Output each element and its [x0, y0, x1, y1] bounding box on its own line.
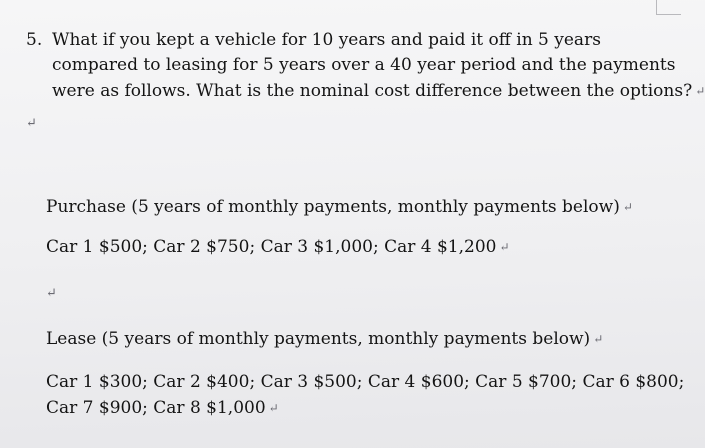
question-line-3-text: were as follows. What is the nominal cost difference between the options?: [52, 81, 693, 101]
return-mark-icon: ↵: [499, 240, 510, 254]
lease-values-line-1: Car 1 $300; Car 2 $400; Car 3 $500; Car 4 $600; Car 5 $700; Car 6 $800;: [46, 372, 685, 392]
return-mark-icon: ↵: [695, 84, 705, 98]
return-mark-icon: ↵: [26, 116, 37, 131]
return-mark-icon: ↵: [268, 401, 279, 415]
lease-heading: [46, 329, 603, 349]
question-number: 5.: [26, 30, 43, 50]
question-line-3: [52, 81, 705, 101]
return-mark-icon: ↵: [46, 286, 57, 301]
question-line-2: compared to leasing for 5 years over a 40 year period and the payments: [52, 55, 676, 75]
question-line-1: What if you kept a vehicle for 10 years and paid it off in 5 years: [52, 30, 601, 50]
lease-heading-text: Lease (5 years of monthly payments, monthly payments below): [46, 329, 591, 349]
lease-values-line-2: [46, 398, 279, 418]
return-mark-icon: ↵: [593, 332, 604, 346]
purchase-values: [46, 237, 510, 257]
purchase-heading: [46, 197, 633, 217]
return-mark-icon: ↵: [622, 200, 633, 214]
page-corner-mark: [656, 0, 681, 15]
purchase-values-text: Car 1 $500; Car 2 $750; Car 3 $1,000; Car 4 $1,200: [46, 237, 497, 257]
lease-values-line-2-text: Car 7 $900; Car 8 $1,000: [46, 398, 266, 418]
purchase-heading-text: Purchase (5 years of monthly payments, monthly payments below): [46, 197, 620, 217]
